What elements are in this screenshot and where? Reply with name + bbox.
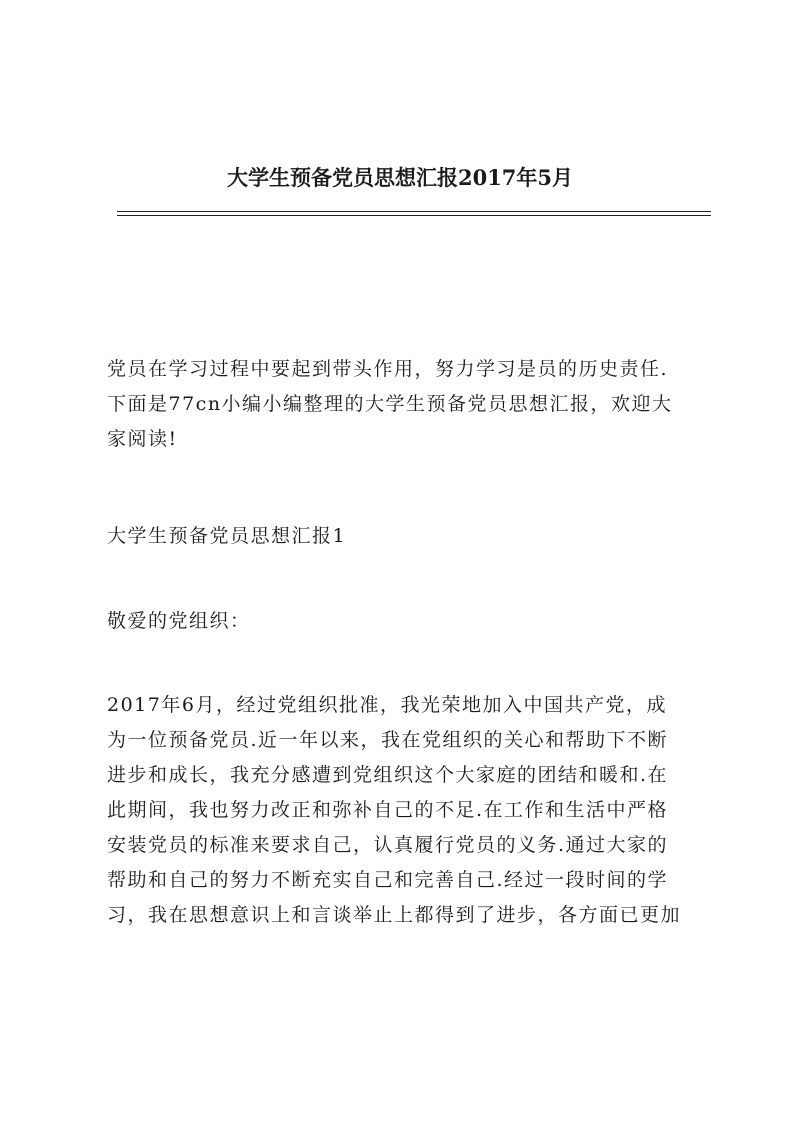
body-paragraph bbox=[107, 688, 707, 933]
paragraph-line: 2017年6月，经过党组织批准，我光荣地加入中国共产党，成 bbox=[107, 694, 667, 716]
paragraph-line: 进步和成长，我充分感遭到党组织这个大家庭的团结和暖和.在 bbox=[107, 764, 669, 786]
title-divider-bottom bbox=[117, 215, 711, 216]
salutation-text: 敬爱的党组织： bbox=[107, 610, 251, 632]
paragraph-line: 习，我在思想意识上和言谈举止上都得到了进步，各方面已更加 bbox=[107, 904, 682, 926]
salutation bbox=[107, 604, 707, 639]
document-title: 大学生预备党员思想汇报2017年5月 bbox=[226, 165, 574, 190]
intro-line: 家阅读! bbox=[107, 428, 178, 450]
section-heading-text: 大学生预备党员思想汇报1 bbox=[107, 525, 347, 547]
intro-line: 下面是77cn小编小编整理的大学生预备党员思想汇报，欢迎大 bbox=[107, 393, 673, 415]
section-heading bbox=[107, 519, 707, 554]
paragraph-line: 安装党员的标准来要求自己，认真履行党员的义务.通过大家的 bbox=[107, 834, 669, 856]
paragraph-line: 为一位预备党员.近一年以来，我在党组织的关心和帮助下不断 bbox=[107, 729, 669, 751]
intro-line: 党员在学习过程中要起到带头作用，努力学习是员的历史责任. bbox=[107, 358, 669, 380]
title-divider-top bbox=[117, 211, 711, 212]
paragraph-line: 帮助和自己的努力不断充实自己和完善自己.经过一段时间的学 bbox=[107, 869, 669, 891]
paragraph-line: 此期间，我也努力改正和弥补自己的不足.在工作和生活中严格 bbox=[107, 799, 669, 821]
intro-paragraph bbox=[107, 352, 707, 457]
